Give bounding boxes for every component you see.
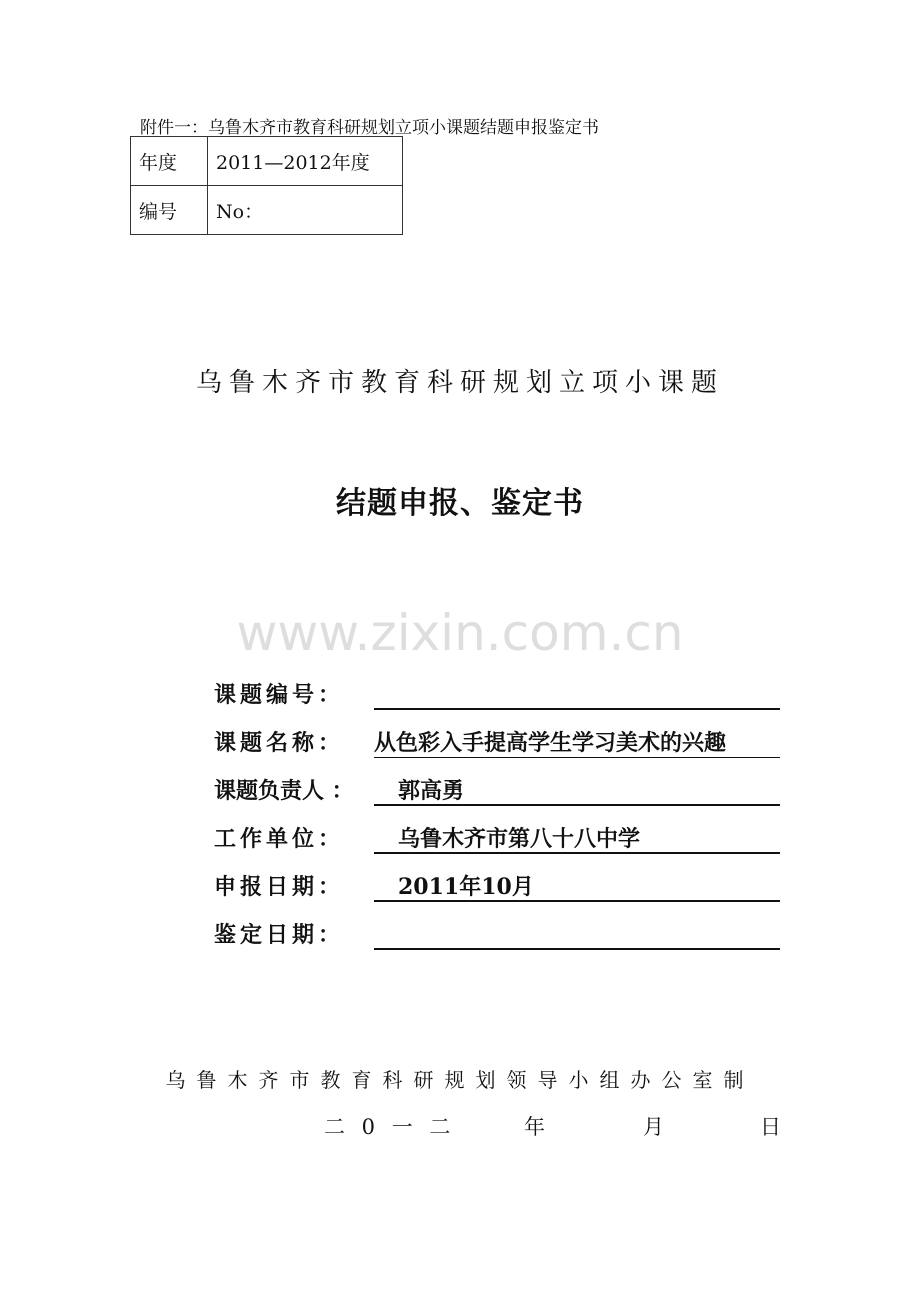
field-value bbox=[374, 678, 780, 710]
footer-day-unit: 日 bbox=[760, 1115, 781, 1139]
field-value: 从色彩入手提高学生学习美术的兴趣 bbox=[374, 726, 780, 758]
number-value: No： bbox=[208, 186, 403, 235]
field-label: 课题名称： bbox=[214, 730, 345, 756]
field-value: 乌鲁木齐市第八十八中学 bbox=[374, 822, 780, 854]
document-title-line2: 结题申报、鉴定书 bbox=[336, 486, 584, 521]
field-row-work-unit bbox=[214, 822, 641, 856]
footer-organization: 乌鲁木齐市教育科研规划领导小组办公室制 bbox=[165, 1068, 755, 1092]
table-row bbox=[131, 137, 403, 186]
field-value: 郭高勇 bbox=[374, 774, 780, 806]
field-row-project-name bbox=[214, 726, 727, 760]
field-value bbox=[374, 918, 780, 950]
field-label: 工作单位： bbox=[214, 826, 345, 852]
field-row-appraisal-date bbox=[214, 918, 374, 952]
field-label: 鉴定日期： bbox=[214, 922, 345, 948]
watermark: www.zixin.com.cn bbox=[236, 604, 684, 662]
field-label: 课题负责人 ： bbox=[214, 778, 354, 804]
field-row-project-number bbox=[214, 678, 374, 712]
document-title-line1: 乌鲁木齐市教育科研规划立项小课题 bbox=[195, 368, 724, 398]
number-label: 编号 bbox=[131, 186, 208, 235]
attachment-heading: 附件一：乌鲁木齐市教育科研规划立项小课题结题申报鉴定书 bbox=[140, 118, 599, 138]
year-value: 2011—2012年度 bbox=[208, 137, 403, 186]
footer-month-unit: 月 bbox=[643, 1115, 664, 1139]
field-row-project-leader bbox=[214, 774, 465, 808]
meta-table bbox=[130, 136, 403, 235]
footer-year-unit: 年 bbox=[524, 1115, 545, 1139]
field-label: 申报日期： bbox=[214, 874, 345, 900]
field-row-application-date bbox=[214, 870, 534, 904]
field-label: 课题编号： bbox=[214, 682, 345, 708]
table-row bbox=[131, 186, 403, 235]
field-value: 2011年10月 bbox=[374, 870, 780, 902]
year-label: 年度 bbox=[131, 137, 208, 186]
footer-date-year: 二 0 一 二 bbox=[324, 1115, 451, 1139]
